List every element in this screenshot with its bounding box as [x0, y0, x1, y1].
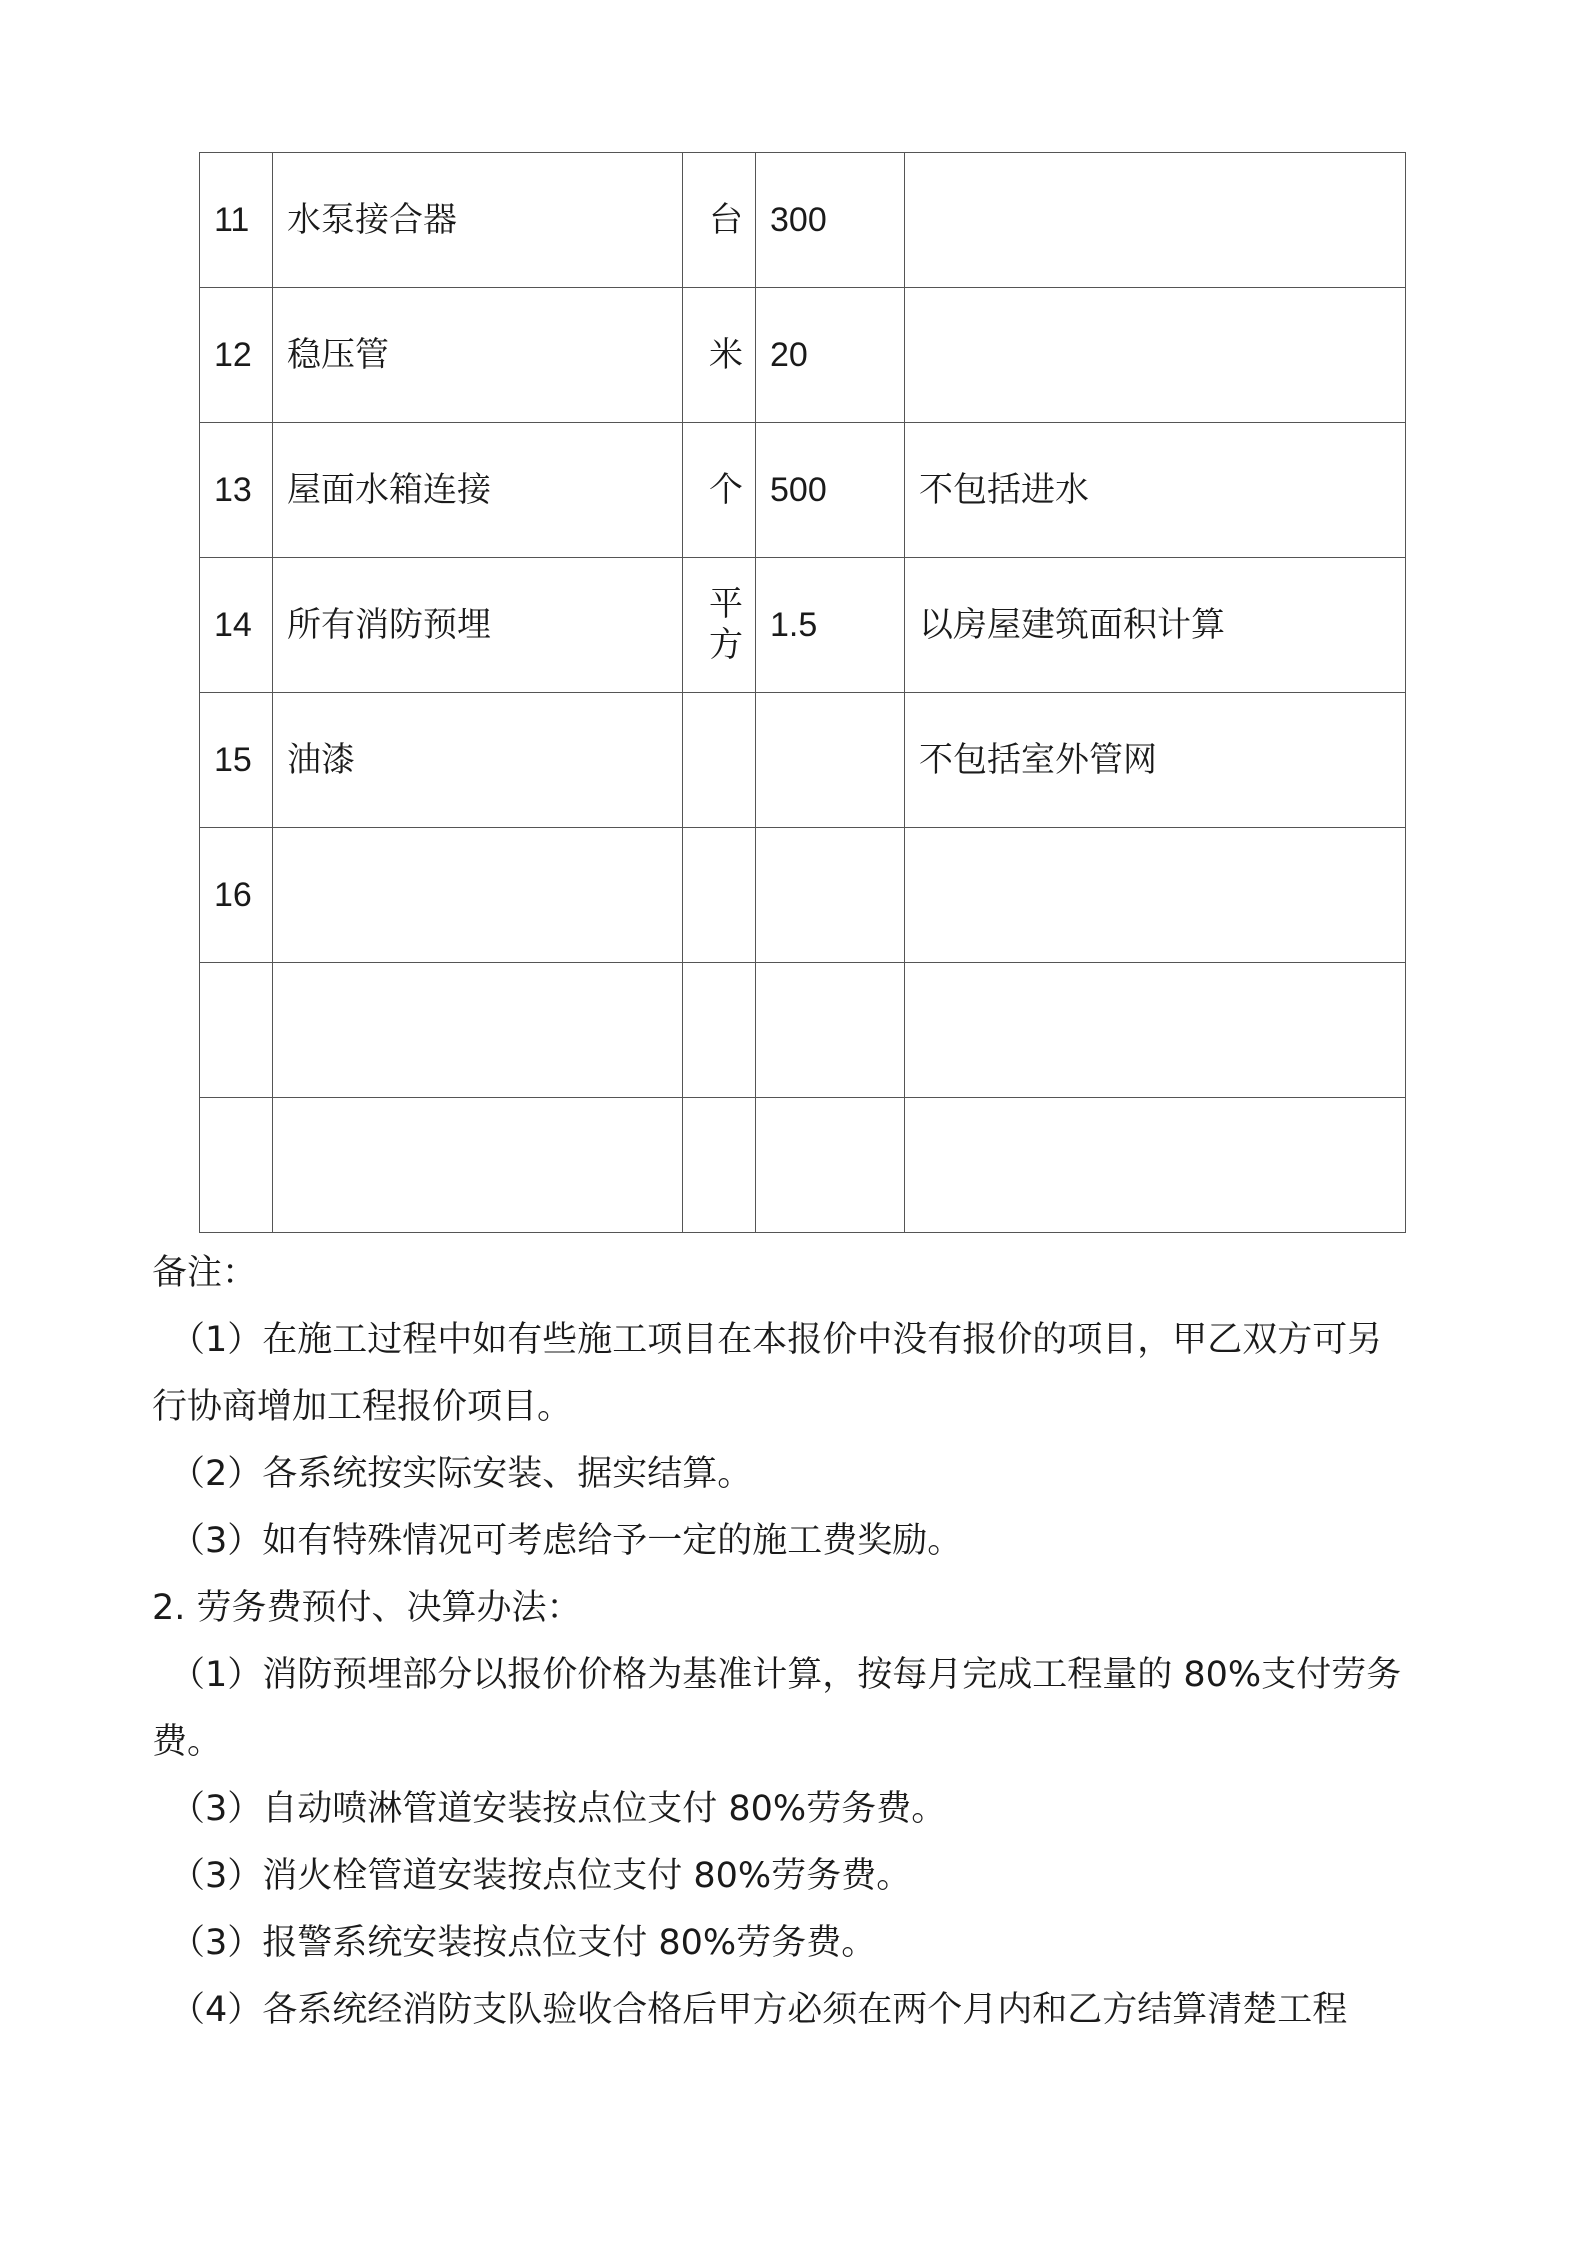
remark-cell: 不包括室外管网	[905, 693, 1406, 828]
unit-char: 方	[709, 625, 743, 665]
table-row	[200, 423, 1406, 558]
table-row	[200, 963, 1406, 1098]
unit-char: 个	[709, 469, 743, 510]
notes-list	[152, 1307, 1452, 1575]
payment-line: （4）各系统经消防支队验收合格后甲方必须在两个月内和乙方结算清楚工程	[170, 1990, 1348, 2030]
notes-title: 备注：	[152, 1253, 258, 1293]
quantity-cell: 1.5	[756, 558, 905, 693]
row-number-cell	[200, 1098, 273, 1233]
unit-cell	[683, 693, 756, 828]
quantity-cell: 20	[756, 288, 905, 423]
quantity-cell	[756, 693, 905, 828]
remark-cell	[905, 963, 1406, 1098]
item-name-cell: 水泵接合器	[273, 153, 683, 288]
unit-char: 平	[709, 584, 743, 625]
row-number-cell: 13	[200, 423, 273, 558]
section2-list	[152, 1642, 1452, 2044]
unit-cell	[683, 288, 756, 423]
remark-cell	[905, 153, 1406, 288]
note-line: （2）各系统按实际安装、据实结算。	[170, 1454, 753, 1494]
note-line: （1）在施工过程中如有些施工项目在本报价中没有报价的项目，甲乙双方可另	[170, 1320, 1383, 1360]
row-number-cell: 11	[200, 153, 273, 288]
quantity-cell: 500	[756, 423, 905, 558]
item-name-cell: 油漆	[273, 693, 683, 828]
unit-char: 台	[709, 199, 743, 240]
quantity-cell	[756, 963, 905, 1098]
payment-line: 费。	[152, 1722, 223, 1762]
note-line: （3）如有特殊情况可考虑给予一定的施工费奖励。	[170, 1521, 963, 1561]
row-number-cell	[200, 963, 273, 1098]
unit-cell	[683, 963, 756, 1098]
payment-line: （1）消防预埋部分以报价价格为基准计算，按每月完成工程量的 80%支付劳务	[170, 1655, 1402, 1695]
remark-cell: 不包括进水	[905, 423, 1406, 558]
remark-cell	[905, 288, 1406, 423]
remark-cell	[905, 1098, 1406, 1233]
item-name-cell	[273, 828, 683, 963]
item-name-cell	[273, 1098, 683, 1233]
quantity-cell	[756, 828, 905, 963]
section2-title: 2. 劳务费预付、决算办法：	[152, 1588, 582, 1628]
remark-cell	[905, 828, 1406, 963]
item-name-cell: 屋面水箱连接	[273, 423, 683, 558]
payment-line: （3）自动喷淋管道安装按点位支付 80%劳务费。	[170, 1789, 947, 1829]
row-number-cell: 15	[200, 693, 273, 828]
payment-line: （3）报警系统安装按点位支付 80%劳务费。	[170, 1923, 877, 1963]
unit-cell	[683, 1098, 756, 1233]
row-number-cell: 14	[200, 558, 273, 693]
unit-cell	[683, 423, 756, 558]
unit-cell	[683, 153, 756, 288]
quote-table	[199, 152, 1406, 1233]
row-number-cell: 12	[200, 288, 273, 423]
note-line: 行协商增加工程报价项目。	[152, 1387, 573, 1427]
quantity-cell: 300	[756, 153, 905, 288]
row-number-cell: 16	[200, 828, 273, 963]
item-name-cell: 所有消防预埋	[273, 558, 683, 693]
table-row	[200, 153, 1406, 288]
table-row	[200, 288, 1406, 423]
remark-cell: 以房屋建筑面积计算	[905, 558, 1406, 693]
table-row	[200, 828, 1406, 963]
unit-cell	[683, 828, 756, 963]
unit-char: 米	[709, 334, 743, 375]
quantity-cell	[756, 1098, 905, 1233]
item-name-cell: 稳压管	[273, 288, 683, 423]
table-row	[200, 693, 1406, 828]
table-row	[200, 558, 1406, 693]
unit-cell	[683, 558, 756, 693]
payment-line: （3）消火栓管道安装按点位支付 80%劳务费。	[170, 1856, 912, 1896]
notes-section	[152, 1240, 1452, 2044]
table-row	[200, 1098, 1406, 1233]
item-name-cell	[273, 963, 683, 1098]
